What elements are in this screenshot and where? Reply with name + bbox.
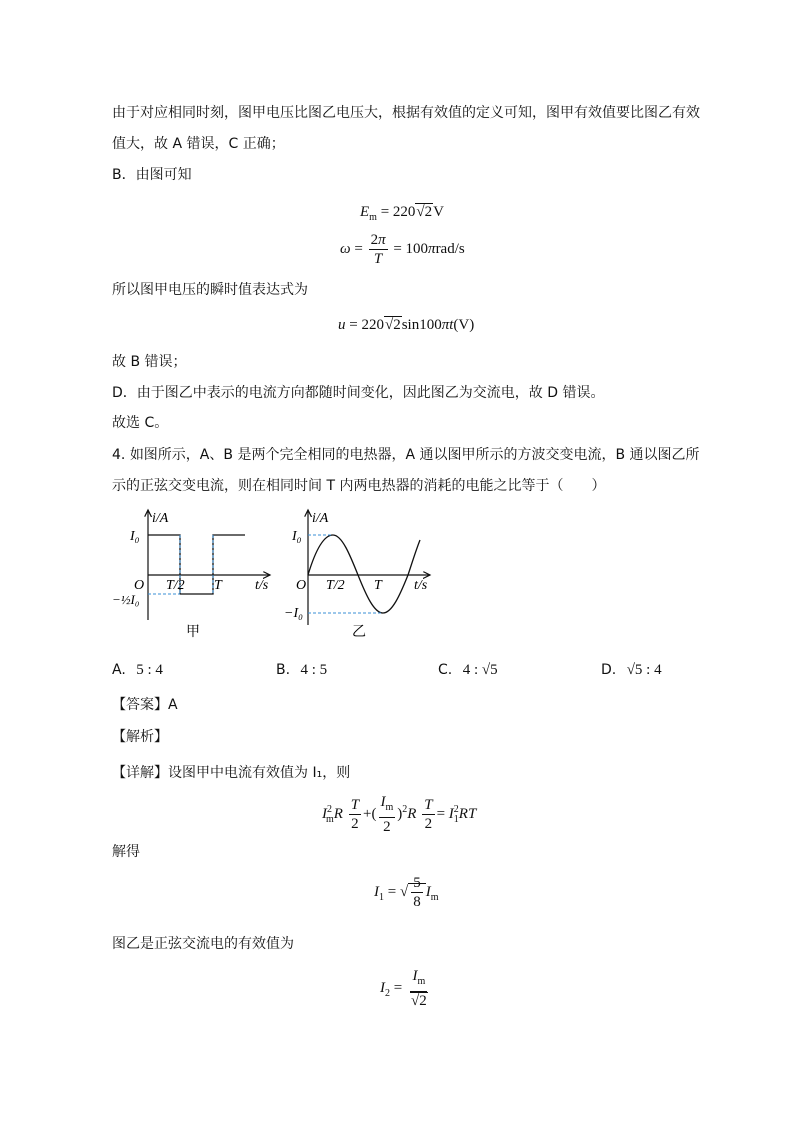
y-axis-label: i/A (312, 511, 329, 526)
option-c[interactable] (438, 660, 498, 680)
option-value: 4 : 5 (300, 662, 328, 678)
x-axis-label: t/s (414, 578, 428, 593)
square-wave-line (148, 535, 245, 594)
y-pos-label: I₀ (292, 529, 302, 544)
equation-em: $E_m = 220√2V$ (360, 204, 444, 223)
figure-caption: 乙 (352, 625, 366, 640)
y-neg-label: −½I₀ (112, 592, 140, 607)
question-text-2: 示的正弦交变电流，则在相同时间 T 内两电热器的消耗的电能之比等于（ ） (112, 478, 606, 494)
option-letter: C. (438, 662, 453, 678)
sine-wave-line (308, 535, 420, 613)
x-full-label: T (374, 578, 382, 593)
equation-heat: $I^2_mR$ $\frac{T}{2}$ +( $\frac{I_m}{2}$ )$^2$R $\frac{T}{2}$ = $I_1^2RT$ (322, 794, 477, 835)
question-number: 4. (112, 447, 126, 463)
option-a[interactable] (112, 660, 163, 680)
choose-c: 故选 C。 (112, 415, 169, 431)
solution-line-1: 由于对应相同时刻，图甲电压比图乙电压大，根据有效值的定义可知，图甲有效值要比图乙有效 (112, 105, 700, 121)
option-letter: A. (112, 662, 126, 678)
y-pos-label: I₀ (130, 529, 140, 544)
question-text-1: 如图所示，A、B 是两个完全相同的电热器，A 通以图甲所示的方波交变电流，B 通以图乙所 (129, 447, 700, 463)
equation-i1: $I_1$ = √ $\frac{5}{8}$ $I_m$ (374, 875, 439, 910)
option-value: 5 : 4 (136, 662, 163, 678)
answer-value: A (168, 697, 178, 713)
detail-line (112, 763, 350, 783)
equation-u: u = 220√2sin100πt(V) (338, 317, 475, 333)
option-value: √5 : 4 (626, 662, 662, 678)
y-axis-label: i/A (152, 511, 169, 526)
x-half-label: T/2 (166, 578, 185, 593)
option-letter: B. (276, 662, 291, 678)
equation-i2: $I_2$ = $\frac{I_m}{√2}$ (380, 968, 427, 1009)
origin-label: O (296, 578, 307, 593)
figure-caption: 甲 (186, 625, 200, 640)
answer-line (112, 695, 178, 715)
option-d[interactable] (601, 660, 662, 680)
x-axis-label: t/s (255, 578, 269, 593)
option-b-wrong: 故 B 错误； (112, 354, 187, 370)
x-full-label: T (214, 578, 222, 593)
option-b-intro: B．由图可知 (112, 167, 192, 183)
equation-omega: ω = $\frac{2\pi}{T}$ = 100πrad/s (340, 232, 465, 267)
option-d-line: D．由于图乙中表示的电流方向都随时间变化，因此图乙为交流电，故 D 错误。 (112, 385, 605, 401)
origin-label: O (134, 578, 145, 593)
sine-text: 图乙是正弦交流电的有效值为 (112, 936, 294, 952)
option-b[interactable] (276, 660, 327, 680)
y-neg-label: −I₀ (284, 606, 303, 621)
solve-label: 解得 (112, 844, 140, 860)
expression-intro: 所以图甲电压的瞬时值表达式为 (112, 282, 308, 298)
solution-line-2: 值大，故 A 错误，C 正确； (112, 136, 285, 152)
question-4-line-1 (112, 445, 700, 465)
option-letter: D. (601, 662, 617, 678)
analysis-label: 【解析】 (112, 729, 168, 745)
figure-jia-square-wave (110, 505, 280, 650)
detail-text: 设图甲中电流有效值为 I₁，则 (168, 765, 351, 781)
answer-label: 【答案】 (112, 697, 168, 713)
detail-label: 【详解】 (112, 765, 168, 781)
x-half-label: T/2 (326, 578, 345, 593)
figure-yi-sine-wave (280, 505, 440, 650)
option-value: 4 : √5 (462, 662, 498, 678)
